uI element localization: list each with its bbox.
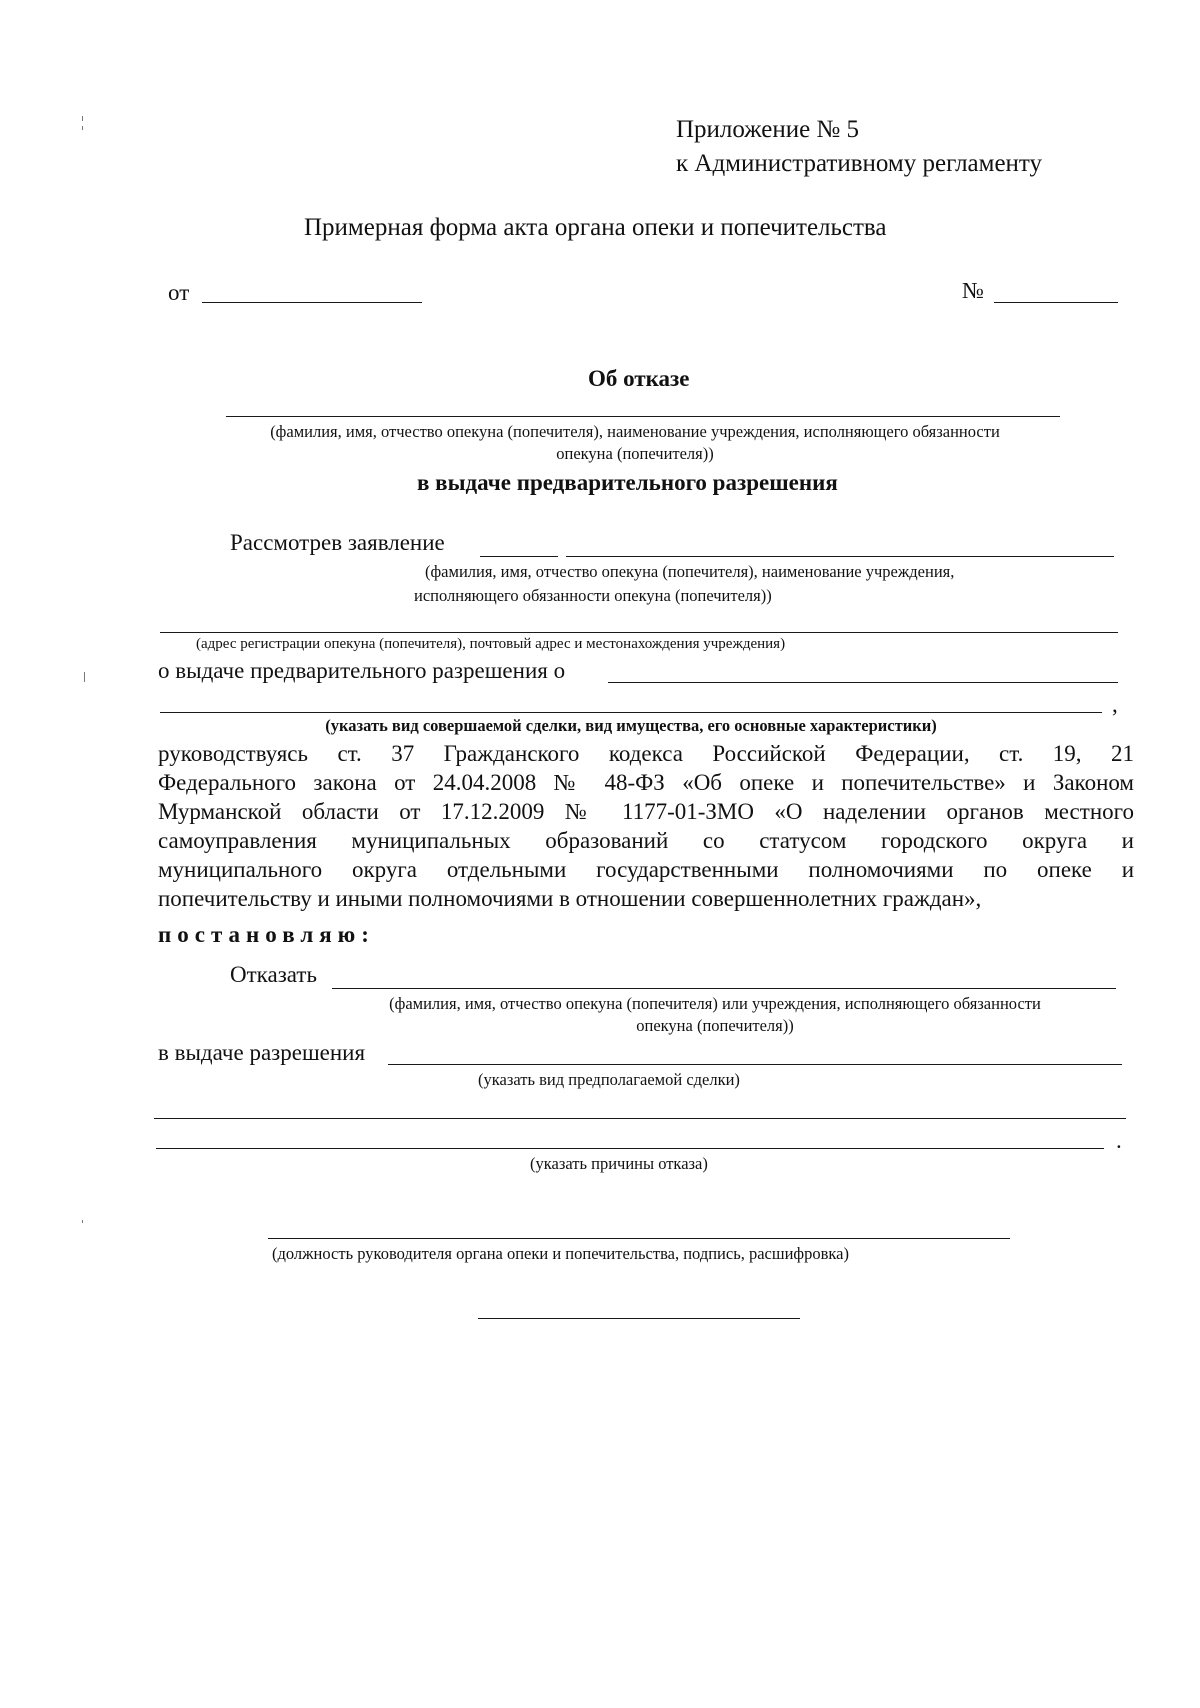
issue-hint: (указать вид предполагаемой сделки): [478, 1070, 740, 1089]
date-prefix: от: [168, 280, 190, 305]
guardian-hint-2: опекуна (попечителя)): [556, 444, 714, 463]
comma-mark: ,: [1112, 692, 1118, 717]
body-line-6: попечительству и иными полномочиями в отношении совершеннолетних граждан»,: [158, 886, 982, 911]
applicant-hint-1: (фамилия, имя, отчество опекуна (попечителя), наименование учреждения,: [425, 562, 955, 581]
guardian-hint-1: (фамилия, имя, отчество опекуна (попечителя), наименование учреждения, исполняющего обязанности: [270, 422, 1000, 441]
issue-label: в выдаче разрешения: [158, 1040, 366, 1065]
body-line-5: муниципального округа отдельными государственными полномочиями по опеке и: [158, 857, 1134, 882]
issue-deal-line[interactable]: [388, 1064, 1122, 1065]
appendix-number: Приложение № 5: [676, 116, 860, 143]
body-line-2: Федерального закона от 24.04.2008 № 48-ФЗ «Об опеке и попечительстве» и Законом: [158, 770, 1134, 795]
refuse-hint-2: опекуна (попечителя)): [636, 1016, 794, 1035]
number-field-line[interactable]: [994, 302, 1118, 303]
regulation-reference: к Административному регламенту: [676, 150, 1043, 177]
period-mark: .: [1116, 1128, 1122, 1153]
address-hint: (адрес регистрации опекуна (попечителя), почтовый адрес и местонахождения учреждения): [196, 636, 786, 652]
subject-title: Об отказе: [588, 366, 690, 391]
number-prefix: №: [962, 278, 984, 303]
considering-label: Рассмотрев заявление: [230, 530, 445, 555]
permission-label: о выдаче предварительного разрешения о: [158, 658, 566, 683]
body-line-3: Мурманской области от 17.12.2009 № 1177-01-ЗМО «О наделении органов местного: [158, 799, 1134, 824]
refuse-hint-1: (фамилия, имя, отчество опекуна (попечителя) или учреждения, исполняющего обязанности: [389, 994, 1041, 1013]
reasons-line-1[interactable]: [154, 1118, 1126, 1119]
reasons-line-2[interactable]: [156, 1148, 1104, 1149]
applicant-name-line[interactable]: [566, 556, 1114, 557]
guardian-name-line[interactable]: [226, 416, 1060, 417]
address-line[interactable]: [160, 632, 1118, 633]
subject-subtitle: в выдаче предварительного разрешения: [417, 470, 838, 495]
application-date-line[interactable]: [480, 556, 558, 557]
signature-line[interactable]: [268, 1238, 1010, 1239]
scan-speck: [84, 672, 85, 682]
body-line-4: самоуправления муниципальных образований со статусом городского округа и: [158, 828, 1134, 853]
form-title: Примерная форма акта органа опеки и попечительства: [304, 214, 887, 241]
date-field-line[interactable]: [202, 302, 422, 303]
scan-speck: [82, 116, 83, 121]
reasons-hint: (указать причины отказа): [530, 1154, 708, 1173]
signature-hint: (должность руководителя органа опеки и попечительства, подпись, расшифровка): [272, 1244, 849, 1263]
permission-subject-line[interactable]: [608, 682, 1118, 683]
date-signature-line[interactable]: [478, 1318, 800, 1319]
refuse-label: Отказать: [230, 962, 317, 987]
refuse-name-line[interactable]: [332, 988, 1116, 989]
deal-hint: (указать вид совершаемой сделки, вид имущества, его основные характеристики): [325, 716, 937, 735]
applicant-hint-2: исполняющего обязанности опекуна (попечителя)): [414, 586, 772, 605]
scan-speck: [82, 1220, 83, 1223]
resolve-word: постановляю:: [158, 922, 375, 947]
scan-speck: [82, 126, 83, 130]
body-line-1: руководствуясь ст. 37 Гражданского кодекса Российской Федерации, ст. 19, 21: [158, 741, 1134, 766]
permission-subject-line-2[interactable]: [160, 712, 1102, 713]
